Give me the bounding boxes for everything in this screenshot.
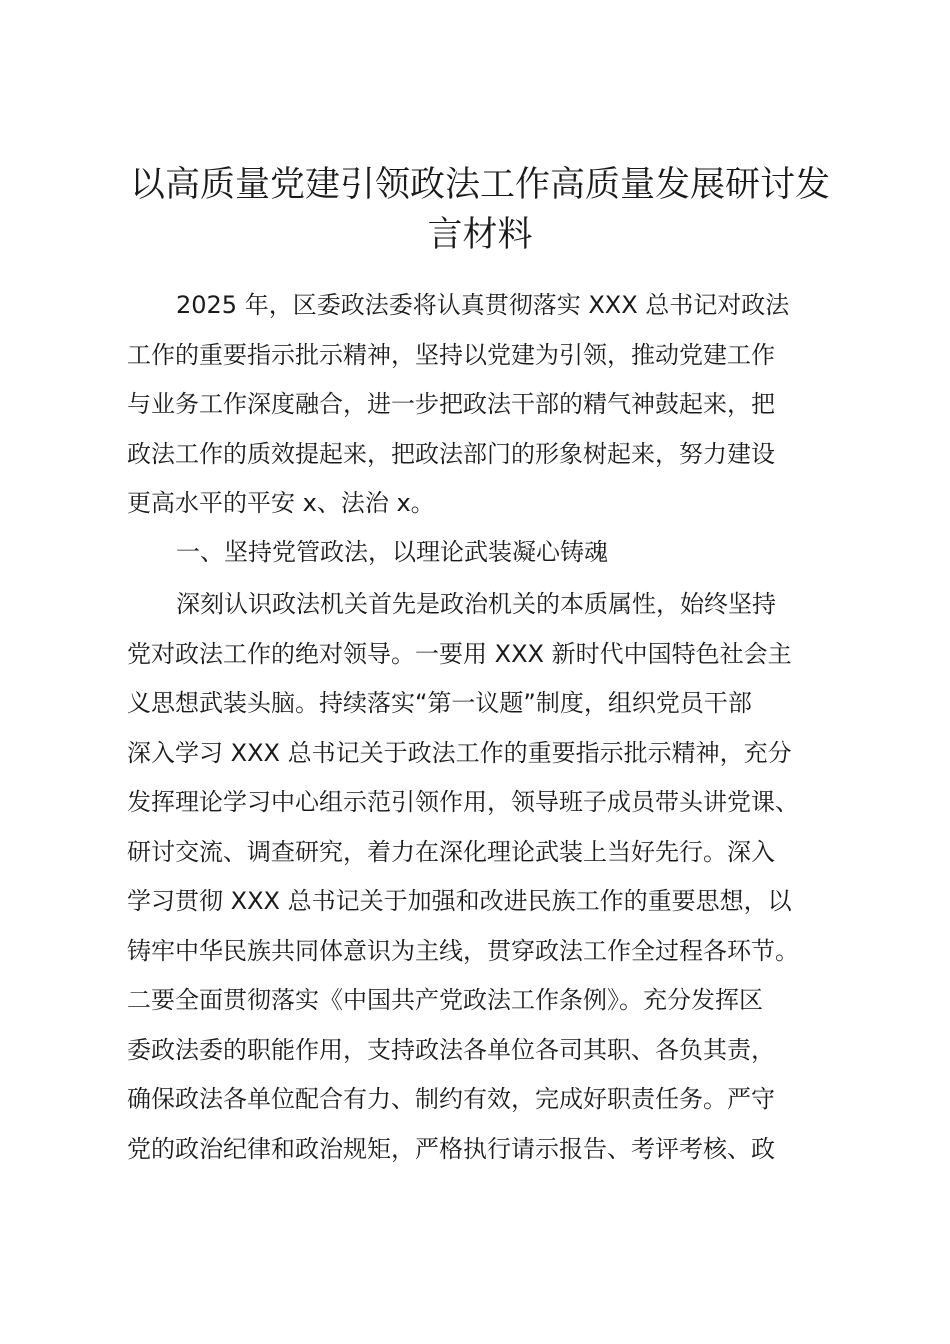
section-paragraph-line: 研讨交流、调查研究，着力在深化理论武装上当好先行。深入 xyxy=(127,837,775,866)
section-paragraph-line: 义思想武装头脑。持续落实“第一议题”制度，组织党员干部 xyxy=(127,689,752,717)
intro-paragraph-line: 更高水平的平安 x、法治 x。 xyxy=(127,489,435,517)
section-paragraph-line: 深刻认识政法机关首先是政治机关的本质属性，始终坚持 xyxy=(176,590,776,618)
section-paragraph-line: 铸牢中华民族共同体意识为主线，贯穿政法工作全过程各环节。 xyxy=(127,936,799,965)
section-paragraph-line: 深入学习 XXX 总书记关于政法工作的重要指示批示精神，充分 xyxy=(127,738,792,767)
intro-paragraph-line: 2025 年，区委政法委将认真贯彻落实 XXX 总书记对政法 xyxy=(176,291,790,319)
intro-paragraph xyxy=(127,281,847,529)
intro-paragraph-line: 政法工作的质效提起来，把政法部门的形象树起来，努力建设 xyxy=(127,439,775,468)
section-heading xyxy=(127,528,847,578)
document-title-line-1: 以高质量党建引领政法工作高质量发展研讨发 xyxy=(129,165,830,205)
section-paragraph-line: 二要全面贯彻落实《中国共产党政法工作条例》。充分发挥区 xyxy=(127,986,763,1014)
intro-paragraph-line: 工作的重要指示批示精神，坚持以党建为引领，推动党建工作 xyxy=(127,340,775,369)
section-paragraph-line: 确保政法各单位配合有力、制约有效，完成好职责任务。严守 xyxy=(127,1085,775,1113)
document-title-line-2: 言材料 xyxy=(427,215,533,255)
section-paragraph-line: 学习贯彻 XXX 总书记关于加强和改进民族工作的重要思想，以 xyxy=(127,887,792,915)
intro-paragraph-line: 与业务工作深度融合，进一步把政法干部的精气神鼓起来，把 xyxy=(127,390,775,418)
section-heading-1: 一、坚持党管政法，以理论武装凝心铸魂 xyxy=(176,538,608,566)
section-paragraph-line: 党的政治纪律和政治规矩，严格执行请示报告、考评考核、政 xyxy=(127,1134,775,1163)
document-title xyxy=(100,160,860,260)
section-paragraph xyxy=(127,580,847,1174)
section-paragraph-line: 委政法委的职能作用，支持政法各单位各司其职、各负其责， xyxy=(127,1035,775,1064)
section-paragraph-line: 发挥理论学习中心组示范引领作用，领导班子成员带头讲党课、 xyxy=(127,788,799,816)
section-paragraph-line: 党对政法工作的绝对领导。一要用 XXX 新时代中国特色社会主 xyxy=(127,639,792,668)
